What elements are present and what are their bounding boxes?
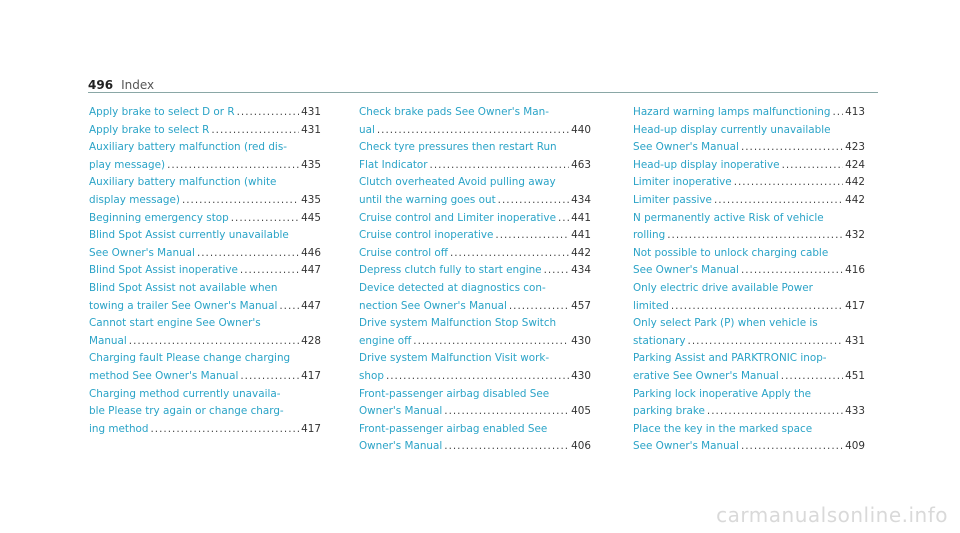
index-entry-text[interactable]: Clutch overheated Avoid pulling away (359, 176, 556, 189)
page-reference[interactable]: 442 (845, 176, 865, 189)
page-reference[interactable]: 440 (571, 123, 591, 136)
dot-leader (734, 174, 843, 192)
index-column-1 (89, 104, 321, 438)
index-entry-line (633, 280, 865, 298)
page-header (88, 78, 154, 92)
dot-leader (544, 262, 570, 280)
index-entry[interactable] (89, 280, 321, 315)
page-reference[interactable]: 416 (845, 264, 865, 277)
index-entry-line (89, 262, 321, 280)
index-entry-line (359, 227, 591, 245)
index-entry-text[interactable]: Check tyre pressures then restart Run (359, 141, 557, 154)
index-entry[interactable] (89, 350, 321, 385)
dot-leader (413, 333, 569, 351)
index-entry[interactable] (359, 139, 591, 174)
page-reference[interactable]: 434 (571, 264, 591, 277)
index-entry-text[interactable]: Hazard warning lamps malfunctioning (633, 106, 831, 118)
index-entry-line (359, 350, 591, 368)
index-entry[interactable] (359, 386, 591, 421)
index-entry[interactable] (359, 280, 591, 315)
index-entry[interactable] (633, 315, 865, 350)
index-entry-line (633, 386, 865, 404)
dot-leader (151, 421, 300, 439)
dot-leader (167, 157, 299, 175)
index-entry-text[interactable]: Manual (89, 334, 127, 347)
index-entry[interactable] (89, 386, 321, 439)
index-entry-line (633, 157, 865, 175)
index-entry-line (633, 421, 865, 439)
index-entry-line (89, 350, 321, 368)
index-entry-line (359, 403, 591, 421)
page-reference[interactable]: 424 (845, 158, 865, 171)
dot-leader (671, 298, 843, 316)
index-entry[interactable] (633, 350, 865, 385)
dot-leader (211, 122, 299, 140)
dot-leader (741, 139, 843, 157)
dot-leader (450, 245, 569, 263)
index-entry-line (359, 438, 591, 456)
dot-leader (240, 368, 299, 386)
dot-leader (197, 245, 299, 263)
index-entry-line (89, 245, 321, 263)
index-entry-text[interactable]: Parking lock inoperative Apply the (633, 387, 812, 400)
index-entry-text[interactable]: Only select Park (P) when vehicle is (633, 317, 818, 330)
page-reference[interactable]: 431 (301, 106, 321, 118)
index-entry[interactable] (633, 210, 865, 245)
index-entry-line (359, 280, 591, 298)
page-reference[interactable]: 434 (571, 193, 591, 206)
index-entry-text[interactable]: rolling (633, 229, 666, 242)
index-entry[interactable] (359, 421, 591, 456)
index-column-3 (633, 104, 865, 456)
index-entry-line (89, 298, 321, 316)
index-entry-text[interactable]: Drive system Malfunction Stop Switch (359, 317, 557, 330)
dot-leader (182, 192, 299, 210)
index-entry-line (359, 157, 591, 175)
dot-leader (495, 227, 569, 245)
index-entry-line (633, 122, 865, 140)
index-entry-text[interactable]: Limiter passive (633, 193, 712, 206)
dot-leader (832, 104, 843, 122)
index-entry[interactable] (89, 227, 321, 262)
dot-leader (741, 262, 843, 280)
page-reference[interactable]: 423 (845, 141, 865, 154)
dot-leader (377, 122, 569, 140)
index-entry-line (633, 333, 865, 351)
index-entry-text[interactable]: Device detected at diagnostics con- (359, 281, 546, 294)
index-entry-text[interactable]: Charging fault Please change charging (89, 352, 291, 365)
page-reference[interactable]: 432 (845, 229, 865, 242)
page-number: 496 (88, 78, 114, 92)
index-entry-text[interactable]: Apply brake to select D or R (89, 106, 235, 118)
dot-leader (741, 438, 843, 456)
index-entry-text[interactable]: ble Please try again or change charg- (89, 405, 284, 418)
dot-leader (231, 210, 299, 228)
index-entry-line (633, 192, 865, 210)
index-entry-text[interactable]: shop (359, 369, 384, 382)
index-entry-line (89, 403, 321, 421)
page-reference[interactable]: 447 (301, 299, 321, 312)
index-entry-line (89, 280, 321, 298)
index-entry-text[interactable]: display message) (89, 193, 180, 206)
index-entry-line (633, 262, 865, 280)
dot-leader (688, 333, 844, 351)
index-entry-line (359, 262, 591, 280)
index-entry[interactable] (359, 245, 591, 263)
page-reference[interactable]: 417 (845, 299, 865, 312)
dot-leader (707, 403, 843, 421)
index-entry-line (89, 386, 321, 404)
index-entry-line (359, 368, 591, 386)
index-entry-text[interactable]: Front-passenger airbag disabled See (359, 387, 550, 400)
dot-leader (129, 333, 299, 351)
index-entry-text[interactable]: Place the key in the marked space (633, 422, 813, 435)
dot-leader (444, 403, 569, 421)
index-entry-text[interactable]: Limiter inoperative (633, 176, 732, 189)
page-reference[interactable]: 445 (301, 211, 321, 224)
index-entry-text[interactable]: Drive system Malfunction Visit work- (359, 352, 550, 365)
index-entry-text[interactable]: Only electric drive available Power (633, 281, 813, 294)
index-entry-text[interactable]: Blind Spot Assist currently unavailable (89, 229, 289, 242)
dot-leader (444, 438, 569, 456)
index-entry-text[interactable]: Check brake pads See Owner's Man- (359, 106, 549, 118)
index-entry[interactable] (89, 210, 321, 228)
index-entry[interactable] (359, 210, 591, 228)
index-entry[interactable] (89, 315, 321, 350)
index-entry[interactable] (633, 386, 865, 421)
index-entry-text[interactable]: Flat Indicator (359, 158, 428, 171)
index-entry-text[interactable]: until the warning goes out (359, 193, 496, 206)
index-entry-text[interactable]: Owner's Manual (359, 405, 443, 418)
index-entry-text[interactable]: Cruise control inoperative (359, 229, 494, 242)
index-entry-text[interactable]: See Owner's Manual (633, 264, 739, 277)
page-reference[interactable]: 428 (301, 334, 321, 347)
index-entry-text[interactable]: Apply brake to select R (89, 123, 210, 136)
index-entry-line (359, 210, 591, 228)
index-entry-text[interactable]: Blind Spot Assist not available when (89, 281, 278, 294)
page-reference[interactable]: 457 (571, 299, 591, 312)
index-entry[interactable] (89, 174, 321, 209)
index-entry-text[interactable]: N permanently active Risk of vehicle (633, 211, 824, 224)
index-entry-line (359, 192, 591, 210)
page-reference[interactable]: 435 (301, 193, 321, 206)
index-entry-line (633, 350, 865, 368)
dot-leader (667, 227, 843, 245)
index-entry-line (359, 298, 591, 316)
page-reference[interactable]: 431 (845, 334, 865, 347)
page-reference[interactable]: 430 (571, 334, 591, 347)
index-entry-text[interactable]: Auxiliary battery malfunction (red dis- (89, 141, 287, 154)
index-entry-text[interactable]: Head-up display currently unavailable (633, 123, 831, 136)
index-entry-text[interactable]: Owner's Manual (359, 440, 443, 453)
index-entry-text[interactable]: Cruise control and Limiter inoperative (359, 211, 556, 224)
index-entry-text[interactable]: Blind Spot Assist inoperative (89, 264, 238, 277)
index-entry[interactable] (89, 262, 321, 280)
index-entry-line (89, 122, 321, 140)
page-reference[interactable]: 406 (571, 440, 591, 453)
page-reference[interactable]: 446 (301, 246, 321, 259)
dot-leader (386, 368, 569, 386)
page-reference[interactable]: 463 (571, 158, 591, 171)
page-reference[interactable]: 409 (845, 440, 865, 453)
index-entry-text[interactable]: Front-passenger airbag enabled See (359, 422, 548, 435)
index-entry-line (359, 104, 591, 122)
index-entry-line (89, 421, 321, 439)
index-entry-text[interactable]: See Owner's Manual (633, 440, 739, 453)
dot-leader (498, 192, 569, 210)
dot-leader (430, 157, 570, 175)
dot-leader (509, 298, 569, 316)
index-entry[interactable] (359, 315, 591, 350)
index-entry-line (89, 192, 321, 210)
dot-leader (714, 192, 843, 210)
index-entry[interactable] (89, 139, 321, 174)
index-entry-line (89, 104, 321, 122)
index-entry-text[interactable]: engine off (359, 334, 412, 347)
index-entry-text[interactable]: ing method (89, 422, 149, 435)
header-divider (88, 92, 878, 93)
page-reference[interactable]: 430 (571, 369, 591, 382)
index-entry-line (633, 315, 865, 333)
index-entry-text[interactable]: See Owner's Manual (633, 141, 739, 154)
section-title: Index (121, 78, 155, 92)
index-entry[interactable] (359, 350, 591, 385)
index-entry-text[interactable]: method See Owner's Manual (89, 369, 239, 382)
index-entry-text[interactable]: stationary (633, 334, 686, 347)
index-entry-line (633, 210, 865, 228)
page-reference[interactable]: 433 (845, 405, 865, 418)
index-entry-text[interactable]: ual (359, 123, 375, 136)
index-entry-text[interactable]: parking brake (633, 405, 705, 418)
index-entry-text[interactable]: Cannot start engine See Owner's (89, 317, 261, 330)
dot-leader (237, 104, 300, 122)
page-reference[interactable]: 441 (571, 211, 591, 224)
index-entry-line (89, 315, 321, 333)
index-entry-line (359, 386, 591, 404)
index-entry-line (359, 174, 591, 192)
page-reference[interactable]: 431 (301, 123, 321, 136)
index-entry-line (89, 157, 321, 175)
index-entry-text[interactable]: Auxiliary battery malfunction (white (89, 176, 277, 189)
page-reference[interactable]: 435 (301, 158, 321, 171)
index-entry-text[interactable]: Cruise control off (359, 246, 448, 259)
index-entry-line (89, 368, 321, 386)
page-reference[interactable]: 442 (571, 246, 591, 259)
index-entry[interactable] (633, 174, 865, 192)
index-entry[interactable] (359, 227, 591, 245)
index-entry[interactable] (89, 122, 321, 140)
index-entry-text[interactable]: limited (633, 299, 669, 312)
dot-leader (279, 298, 299, 316)
page-reference[interactable]: 405 (571, 405, 591, 418)
index-entry-text[interactable]: Depress clutch fully to start engine (359, 264, 542, 277)
index-entry-line (89, 333, 321, 351)
index-entry-line (633, 104, 865, 122)
index-entry-line (89, 210, 321, 228)
page-reference[interactable]: 413 (845, 106, 865, 118)
index-entry-line (359, 421, 591, 439)
index-entry-line (633, 403, 865, 421)
index-entry-text[interactable]: See Owner's Manual (89, 246, 195, 259)
index-entry-text[interactable]: nection See Owner's Manual (359, 299, 507, 312)
index-entry-text[interactable]: Beginning emergency stop (89, 211, 229, 224)
page-reference[interactable]: 441 (571, 229, 591, 242)
dot-leader (240, 262, 299, 280)
index-entry[interactable] (359, 104, 591, 139)
watermark: carmanualsonline.info (716, 503, 948, 527)
index-entry[interactable] (89, 104, 321, 122)
index-entry-line (89, 174, 321, 192)
index-entry[interactable] (633, 122, 865, 157)
page-reference[interactable]: 417 (301, 422, 321, 435)
index-entry-line (359, 315, 591, 333)
page-reference[interactable]: 417 (301, 369, 321, 382)
index-column-2 (359, 104, 591, 456)
index-entry[interactable] (633, 421, 865, 456)
dot-leader (781, 368, 843, 386)
index-entry-text[interactable]: towing a trailer See Owner's Manual (89, 299, 278, 312)
index-entry-line (633, 174, 865, 192)
page-reference[interactable]: 451 (845, 369, 865, 382)
dot-leader (782, 157, 844, 175)
index-entry-line (633, 438, 865, 456)
index-entry-line (359, 333, 591, 351)
index-entry[interactable] (633, 104, 865, 122)
index-entry-text[interactable]: Parking Assist and PARKTRONIC inop- (633, 352, 827, 365)
index-entry-line (89, 139, 321, 157)
page-reference[interactable]: 442 (845, 193, 865, 206)
index-entry[interactable] (359, 262, 591, 280)
index-entry-line (359, 245, 591, 263)
index-entry[interactable] (359, 174, 591, 209)
index-entry[interactable] (633, 192, 865, 210)
index-entry-text[interactable]: Head-up display inoperative (633, 158, 780, 171)
index-entry[interactable] (633, 245, 865, 280)
index-entry-line (359, 122, 591, 140)
index-entry-line (633, 368, 865, 386)
index-entry-line (633, 139, 865, 157)
index-entry-text[interactable]: Not possible to unlock charging cable (633, 246, 829, 259)
index-entry-text[interactable]: play message) (89, 158, 166, 171)
page-reference[interactable]: 447 (301, 264, 321, 277)
index-entry-line (359, 139, 591, 157)
index-entry-text[interactable]: Charging method currently unavaila- (89, 387, 281, 400)
index-entry-line (633, 227, 865, 245)
index-entry-line (89, 227, 321, 245)
index-entry-line (633, 298, 865, 316)
index-entry[interactable] (633, 280, 865, 315)
dot-leader (558, 210, 569, 228)
index-entry[interactable] (633, 157, 865, 175)
index-entry-line (633, 245, 865, 263)
index-entry-text[interactable]: erative See Owner's Manual (633, 369, 779, 382)
